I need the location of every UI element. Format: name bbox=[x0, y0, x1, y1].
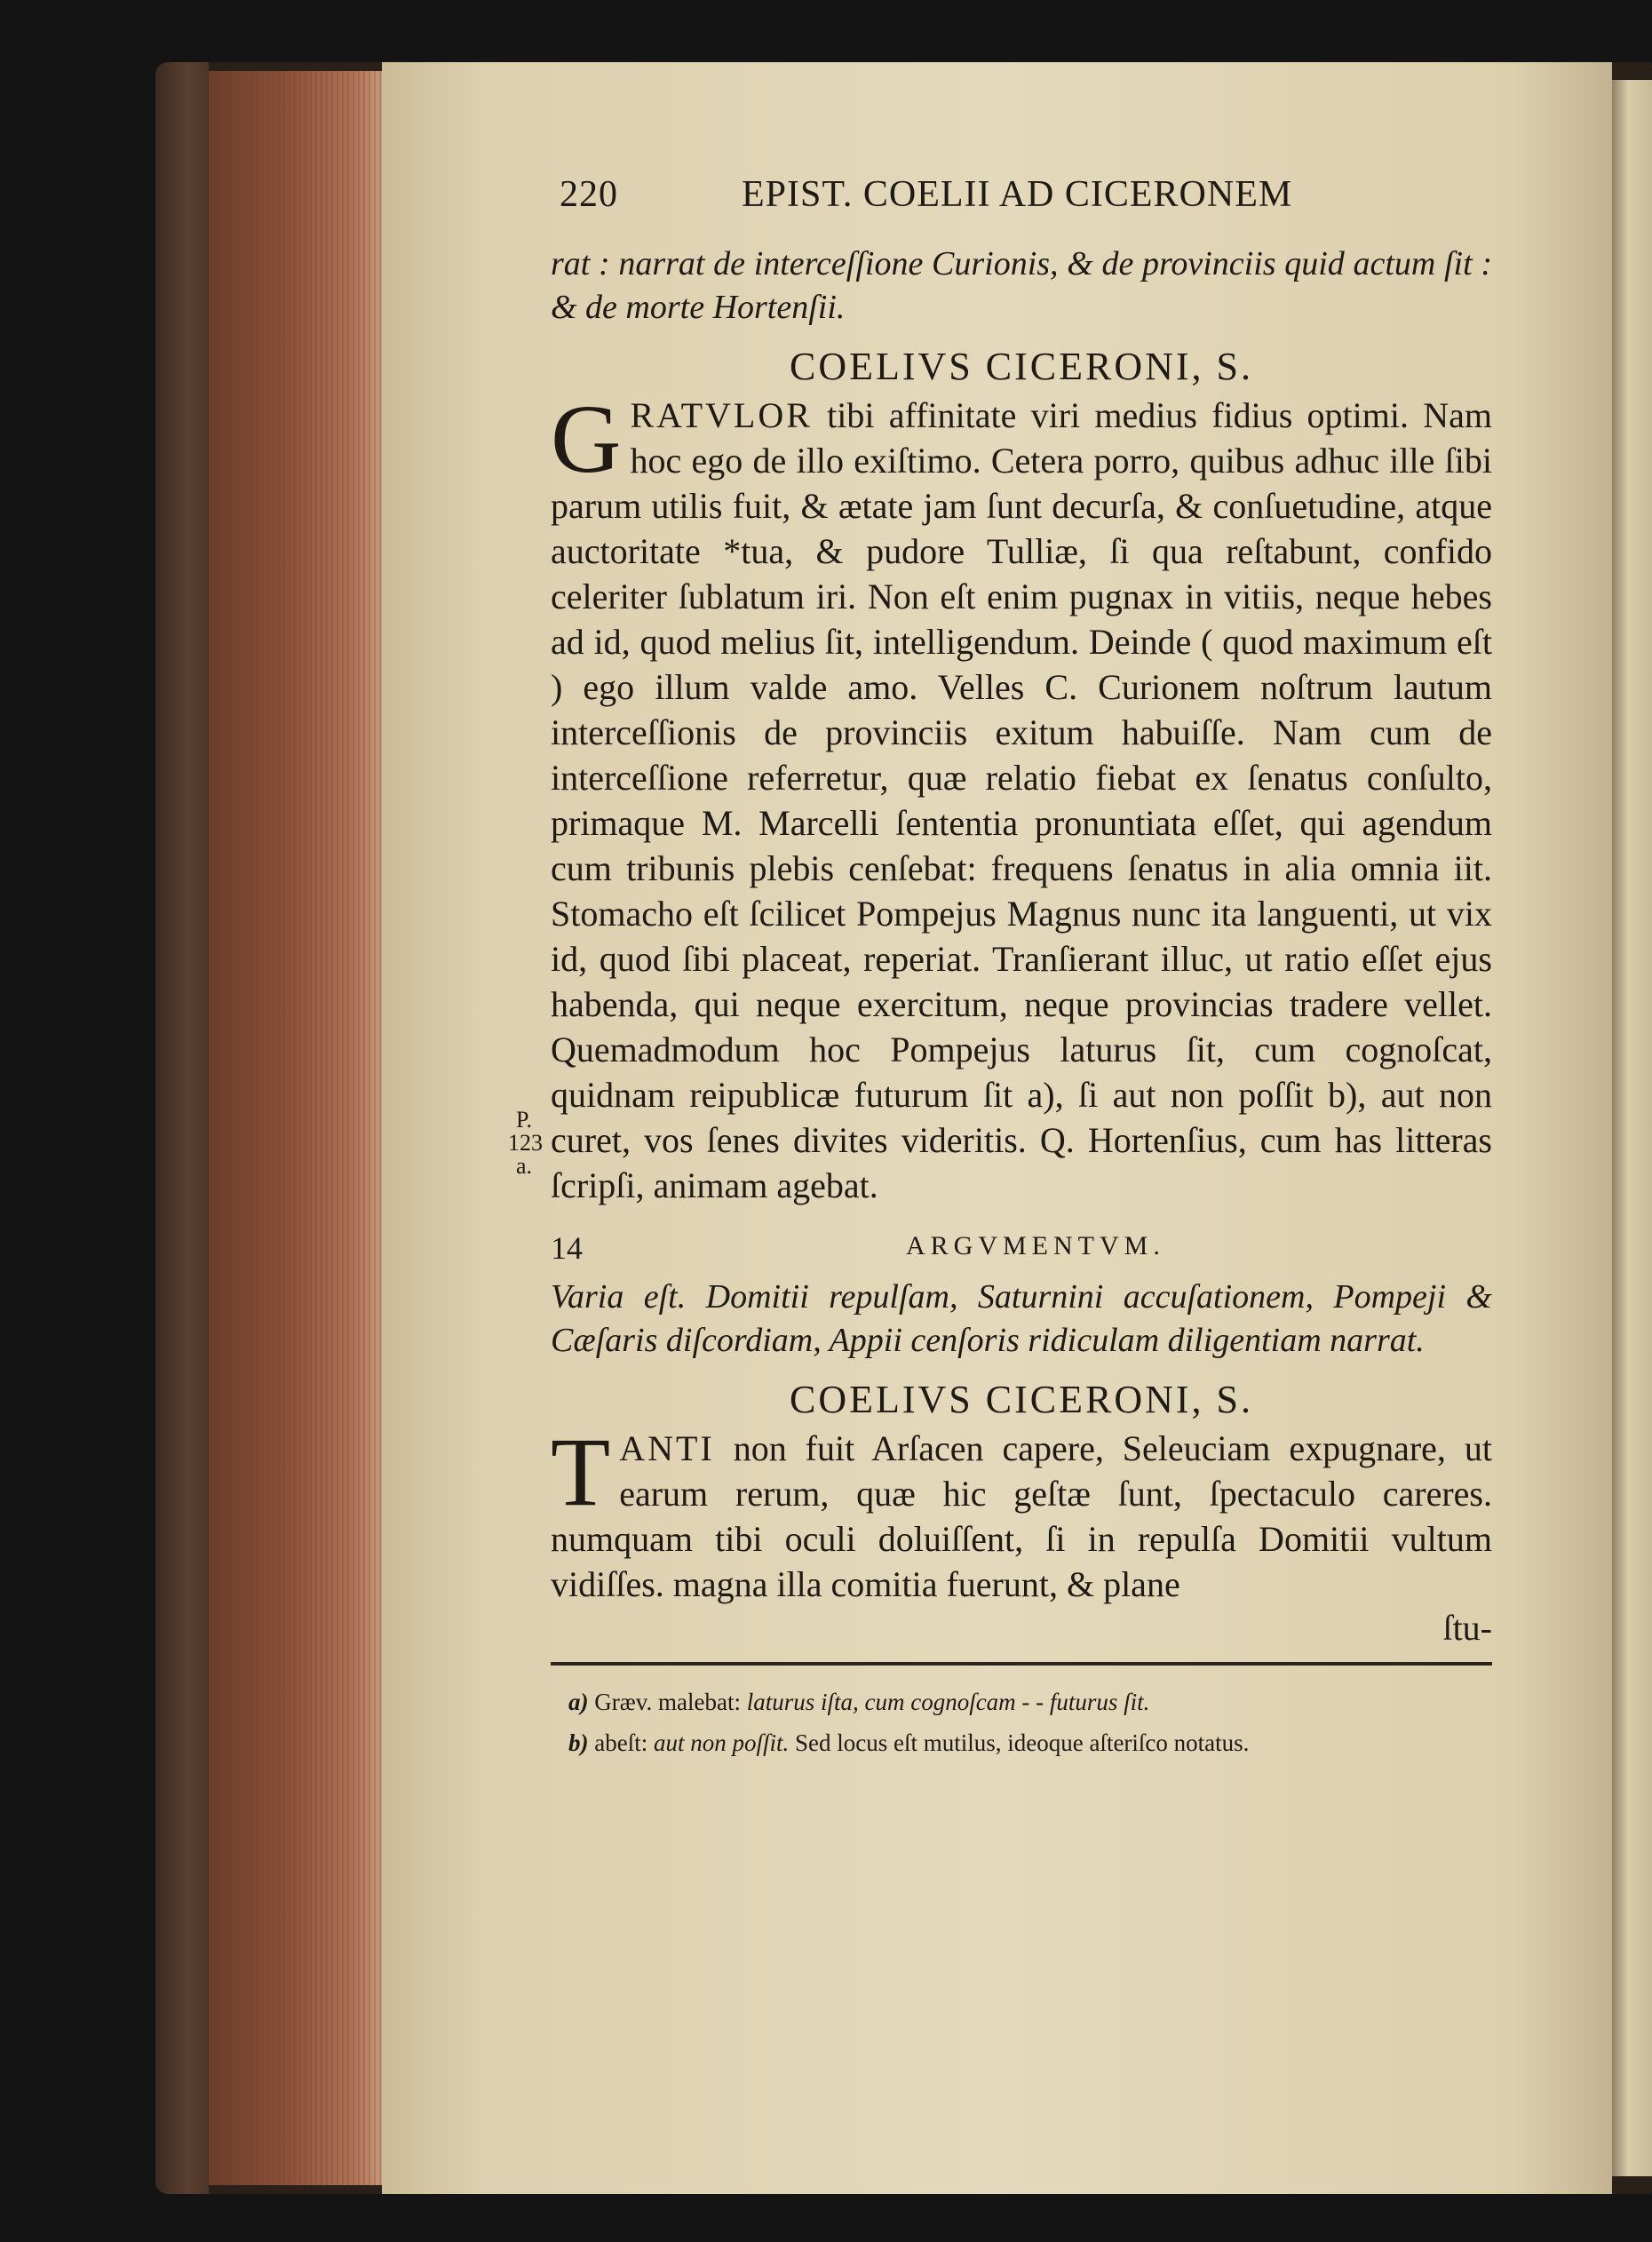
footnote-rule bbox=[551, 1662, 1492, 1666]
footnote-mark: a) bbox=[568, 1689, 589, 1715]
salutation-heading: COELIVS CICERONI, S. bbox=[789, 345, 1254, 388]
book-cover-edge bbox=[155, 62, 209, 2194]
page-content bbox=[551, 173, 1492, 1763]
page-number: 220 bbox=[560, 174, 618, 215]
footnote-italic: aut non poſſit. bbox=[653, 1729, 790, 1756]
letter-body bbox=[551, 385, 1492, 1208]
letter-text: non fuit Arſacen capere, Seleuciam expugnare, ut earum rerum, quæ hic geſtæ ſunt, ſpectaculo careres. numquam tibi oculi doluiſſent, ſi in repulſa Domitii vultum vidiſſes. magna illa comitia fuerunt, & plane bbox=[551, 1428, 1492, 1604]
footnote-mark: b) bbox=[568, 1729, 589, 1756]
next-page-edge bbox=[1612, 80, 1652, 2176]
margin-reference-line: P. bbox=[515, 1107, 533, 1133]
opening-word: ANTI bbox=[619, 1428, 715, 1468]
letter-text: tibi affinitate viri medius fidius optimi. Nam hoc ego de illo exiſtimo. Cetera porro, quibus adhuc ille ſibi parum utilis fuit, & ætate jam ſunt decurſa, & conſuetudine, atque auctoritate *tua, & pudore Tulliæ, ſi qua reſtabunt, confido celeriter ſublatum iri. Non eſt enim pugnax in vitiis, neque hebes ad id, quod melius ſit, intelligendum. Deinde ( quod maximum eſt ) ego illum valde amo. Velles C. Curionem noſtrum lautum interceſſionis de provinciis exitum habuiſſe. Nam cum de interceſſione referretur, quæ relatio fiebat ex ſenatus conſulto, primaque M. Marcelli ſententia pronuntiata eſſet, qui agendum cum tribunis plebis cenſebat: frequens ſenatus in alia omnia iit. Stomacho eſt ſcilicet Pompejus Magnus nunc ita languenti, ut vix id, quod ſibi placeat, reperiat. Tranſierant illuc, ut ratio eſſet ejus habenda, qui neque exercitum, neque provincias tradere vellet. Quemadmodum hoc Pompejus laturus ſit, cum cognoſcat, quidnam reipublicæ futurum ſit a), ſi aut non poſſit b), aut non curet, vos ſenes divites videritis. Q. Hortenſius, cum has litteras ſcripſi, animam agebat. bbox=[551, 395, 1492, 1205]
catchword: ſtu- bbox=[1442, 1608, 1492, 1648]
drop-capital: G bbox=[551, 385, 622, 493]
letter-heading bbox=[551, 1229, 1492, 1276]
margin-reference-line: a. bbox=[515, 1153, 533, 1179]
footnote-b bbox=[568, 1722, 1492, 1763]
footnote-italic: laturus iſta, cum cognoſcam - - futurus ſit. bbox=[746, 1689, 1150, 1715]
running-head bbox=[551, 173, 1492, 227]
footnote-text: Græv. malebat: bbox=[588, 1689, 747, 1715]
letter-number: 14 bbox=[551, 1230, 583, 1266]
letter-summary: rat : narrat de interceſſione Curionis, & de provinciis quid actum ſit : & de morte Hortenſii. bbox=[551, 245, 1492, 326]
letter-summary: Varia eſt. Domitii repulſam, Saturnini accuſationem, Pompeji & Cæſaris diſcordiam, Appii cenſoris ridiculam diligentiam narrat. bbox=[551, 1278, 1492, 1359]
footnote-text: abeſt: bbox=[588, 1729, 654, 1756]
footnote-a bbox=[568, 1682, 1492, 1722]
page-fore-edge bbox=[209, 71, 382, 2185]
letter-body bbox=[551, 1418, 1492, 1607]
margin-reference-line: 123 bbox=[508, 1130, 543, 1156]
footnotes bbox=[551, 1682, 1492, 1763]
opening-word: RATVLOR bbox=[630, 395, 813, 435]
running-title: EPIST. COELII AD CICERONEM bbox=[742, 174, 1293, 215]
margin-reference bbox=[508, 1107, 543, 1179]
drop-capital: T bbox=[551, 1418, 611, 1526]
argumentum-heading: ARGVMENTVM. bbox=[906, 1231, 1165, 1260]
footnote-text-rest: Sed locus eſt mutilus, ideoque aſteriſco notatus. bbox=[789, 1729, 1250, 1756]
salutation-heading: COELIVS CICERONI, S. bbox=[789, 1378, 1254, 1421]
